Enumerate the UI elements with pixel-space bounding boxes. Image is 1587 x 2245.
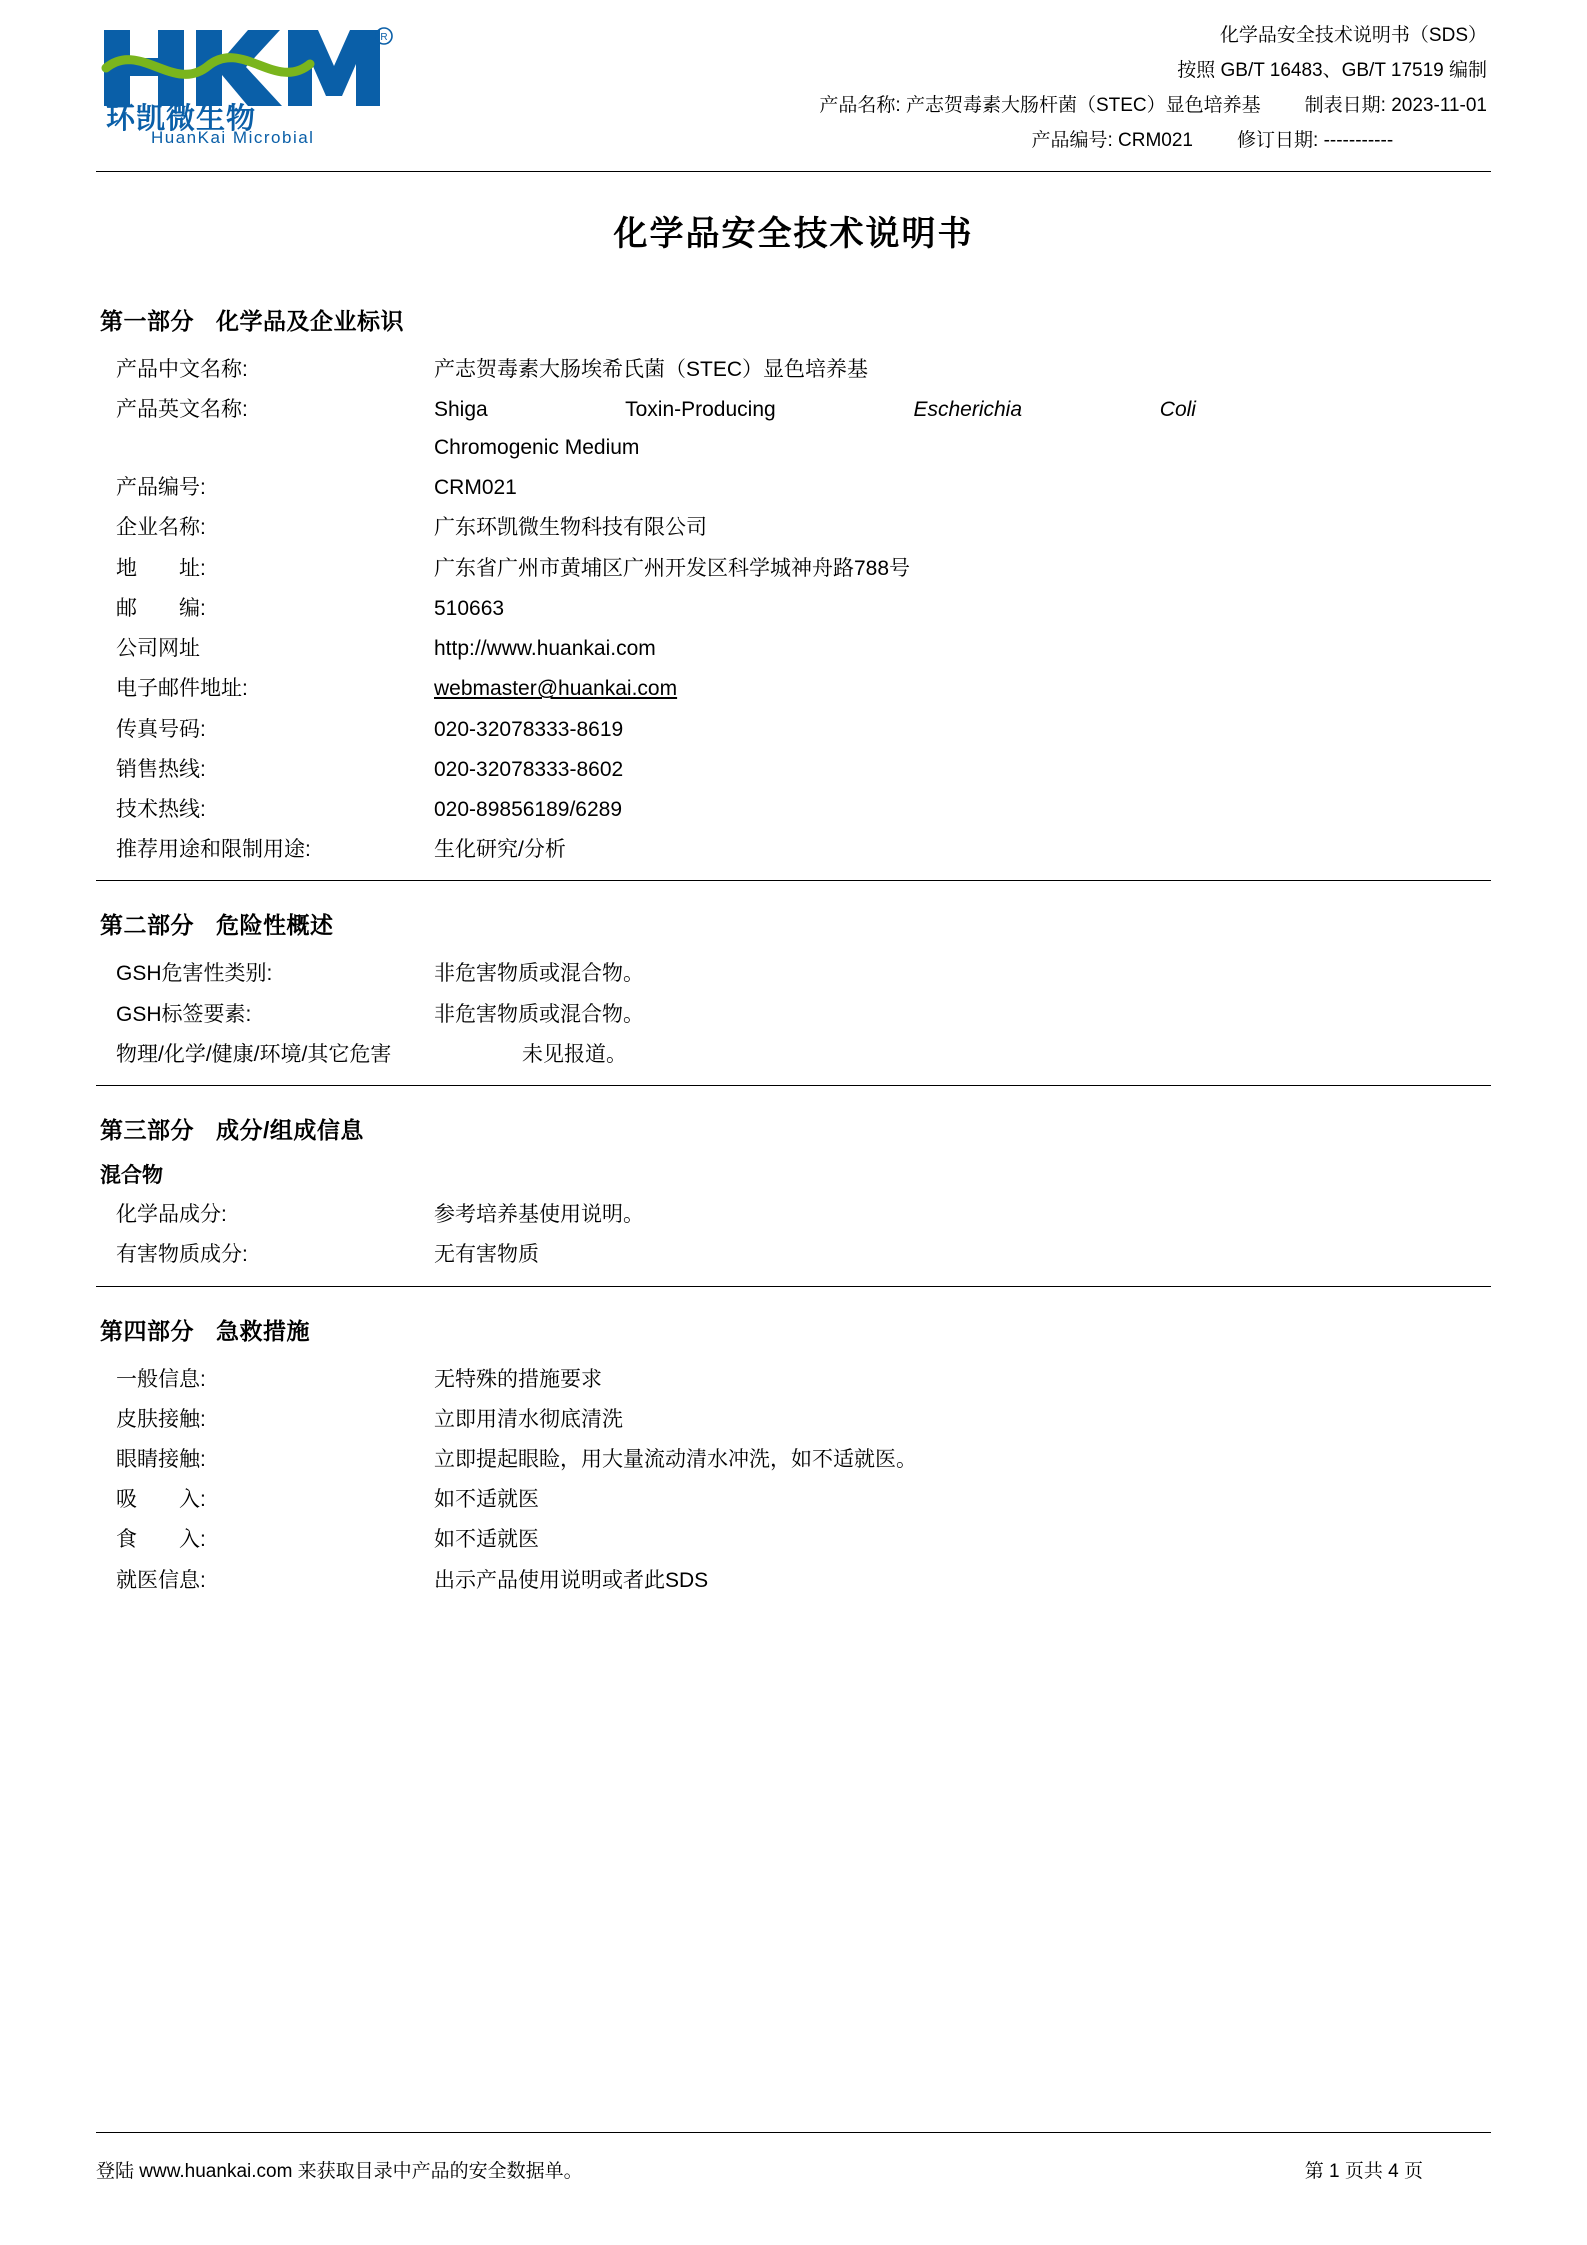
header-meta	[396, 18, 1491, 159]
value-gsh-label-elements: 非危害物质或混合物。	[434, 1002, 644, 1026]
value-ingestion: 如不适就医	[434, 1528, 539, 1552]
section-first-aid	[96, 1313, 1491, 1601]
row-product-cn-name	[96, 350, 1491, 390]
section-chemical-and-company	[96, 303, 1491, 871]
value-inhalation: 如不适就医	[434, 1488, 539, 1512]
section-4-title	[100, 1313, 1491, 1346]
row-product-code	[96, 468, 1491, 508]
label-gsh-hazard-class: GSH危害性类别:	[116, 962, 273, 986]
label-product-code: 产品编号:	[116, 476, 206, 500]
hkm-logo-icon	[96, 24, 396, 132]
value-company-name: 广东环凯微生物科技有限公司	[434, 516, 707, 540]
value-eye-contact: 立即提起眼睑，用大量流动清水冲洗，如不适就医。	[434, 1447, 917, 1471]
page-footer	[96, 2156, 1491, 2183]
header-revise-date-value: -----------	[1323, 130, 1394, 152]
value-chemical-components: 参考培养基使用说明。	[434, 1203, 644, 1227]
value-product-en-name	[428, 391, 1491, 467]
value-tech-hotline: 020-89856189/6289	[434, 797, 623, 821]
label-skin-contact: 皮肤接触:	[116, 1407, 206, 1431]
section-3-heading: 成分/组成信息	[216, 1117, 364, 1144]
row-postcode	[96, 589, 1491, 629]
footer-divider	[96, 2132, 1491, 2133]
website-url[interactable]: http://www.huankai.com	[434, 637, 656, 661]
section-2-title	[100, 907, 1491, 940]
section-hazards-summary	[96, 907, 1491, 1075]
section-1-title	[100, 303, 1491, 336]
section-2-heading: 危险性概述	[216, 912, 334, 939]
section-4-heading: 急救措施	[216, 1317, 310, 1344]
en-word-shiga: Shiga	[434, 397, 488, 421]
row-ingestion	[96, 1520, 1491, 1560]
value-sales-hotline: 020-32078333-8602	[434, 757, 624, 781]
row-other-hazards	[96, 1035, 1491, 1075]
header-product-name-label: 产品名称:	[819, 95, 901, 117]
value-address: 广东省广州市黄埔区广州开发区科学城神舟路788号	[434, 556, 911, 580]
en-word-escherichia: Escherichia	[913, 397, 1023, 421]
value-medical-info: 出示产品使用说明或者此SDS	[434, 1568, 709, 1592]
row-address	[96, 549, 1491, 589]
company-logo	[96, 18, 396, 148]
value-general-info: 无特殊的措施要求	[434, 1367, 602, 1391]
footer-note: 登陆 www.huankai.com 来获取目录中产品的安全数据单。	[96, 2161, 583, 2182]
row-chemical-components	[96, 1195, 1491, 1235]
header-divider	[96, 171, 1491, 172]
row-gsh-hazard-class	[96, 954, 1491, 994]
label-inhalation: 吸 入:	[116, 1488, 206, 1512]
section-1-index: 第一部分	[100, 307, 194, 334]
value-product-en-name-line1	[434, 391, 1196, 429]
value-product-en-name-line2: Chromogenic Medium	[434, 436, 640, 459]
section-3-index: 第三部分	[100, 1117, 194, 1144]
row-eye-contact	[96, 1440, 1491, 1480]
label-address: 地 址:	[116, 556, 206, 580]
svg-text:环凯微生物: 环凯微生物	[106, 103, 257, 132]
row-sales-hotline	[96, 750, 1491, 790]
label-website: 公司网址	[116, 637, 200, 661]
value-skin-contact: 立即用清水彻底清洗	[434, 1407, 623, 1431]
row-website	[96, 629, 1491, 669]
header-revise-date-label: 修订日期:	[1237, 130, 1319, 152]
label-ingestion: 食 入:	[116, 1528, 206, 1552]
row-company-name	[96, 508, 1491, 548]
header-doc-type: 化学品安全技术说明书（SDS）	[1219, 25, 1487, 46]
section-2-index: 第二部分	[100, 912, 194, 939]
label-product-cn-name: 产品中文名称:	[116, 357, 248, 381]
section-4-index: 第四部分	[100, 1317, 194, 1344]
label-general-info: 一般信息:	[116, 1367, 206, 1391]
email-link[interactable]: webmaster@huankai.com	[434, 677, 678, 701]
value-recommended-use: 生化研究/分析	[434, 838, 566, 862]
page-title: 化学品安全技术说明书	[613, 214, 974, 253]
en-word-toxin-producing: Toxin-Producing	[625, 397, 776, 421]
value-website	[428, 630, 1491, 668]
row-skin-contact	[96, 1400, 1491, 1440]
section-3-subtitle: 混合物	[100, 1164, 163, 1188]
page-header	[96, 0, 1491, 159]
section-1-divider	[96, 880, 1491, 881]
label-email: 电子邮件地址:	[116, 677, 248, 701]
header-product-code-value: CRM021	[1118, 130, 1193, 152]
row-fax	[96, 710, 1491, 750]
label-product-en-name: 产品英文名称:	[116, 397, 248, 421]
value-email	[428, 670, 1491, 708]
section-3-title	[100, 1112, 1491, 1145]
row-medical-info	[96, 1561, 1491, 1601]
header-product-code-label: 产品编号:	[1031, 130, 1113, 152]
row-general-info	[96, 1360, 1491, 1400]
header-made-date-label: 制表日期:	[1304, 95, 1386, 117]
label-postcode: 邮 编:	[116, 596, 206, 620]
row-product-en-name	[96, 390, 1491, 468]
label-gsh-label-elements: GSH标签要素:	[116, 1002, 252, 1026]
header-standard: 按照 GB/T 16483、GB/T 17519 编制	[1177, 60, 1487, 82]
section-3-divider	[96, 1286, 1491, 1287]
row-tech-hotline	[96, 790, 1491, 830]
label-eye-contact: 眼睛接触:	[116, 1447, 206, 1471]
logo-subtitle: HuanKai Microbial	[151, 128, 315, 147]
section-composition	[96, 1112, 1491, 1275]
value-product-code: CRM021	[434, 476, 517, 500]
label-hazardous-components: 有害物质成分:	[116, 1243, 248, 1267]
value-product-cn-name: 产志贺毒素大肠埃希氏菌（STEC）显色培养基	[434, 357, 869, 381]
header-made-date-value: 2023-11-01	[1391, 95, 1487, 117]
value-postcode: 510663	[434, 596, 505, 620]
footer-page-number: 第 1 页共 4 页	[1304, 2161, 1423, 2182]
label-medical-info: 就医信息:	[116, 1568, 206, 1592]
value-hazardous-components: 无有害物质	[434, 1243, 539, 1267]
row-recommended-use	[96, 830, 1491, 870]
label-company-name: 企业名称:	[116, 516, 206, 540]
value-other-hazards: 未见报道。	[522, 1042, 627, 1066]
row-gsh-label-elements	[96, 995, 1491, 1035]
section-1-heading: 化学品及企业标识	[216, 307, 404, 334]
value-fax: 020-32078333-8619	[434, 717, 624, 741]
label-recommended-use: 推荐用途和限制用途:	[116, 838, 311, 862]
row-email	[96, 669, 1491, 709]
header-product-line	[396, 88, 1487, 123]
row-hazardous-components	[96, 1235, 1491, 1275]
label-fax: 传真号码:	[116, 717, 206, 741]
label-tech-hotline: 技术热线:	[116, 797, 206, 821]
value-gsh-hazard-class: 非危害物质或混合物。	[434, 962, 644, 986]
label-sales-hotline: 销售热线:	[116, 757, 206, 781]
label-other-hazards: 物理/化学/健康/环境/其它危害	[116, 1042, 392, 1066]
header-code-line	[396, 123, 1487, 158]
label-chemical-components: 化学品成分:	[116, 1203, 227, 1227]
header-product-name-value: 产志贺毒素大肠杆菌（STEC）显色培养基	[905, 95, 1261, 117]
svg-text:R: R	[380, 32, 388, 43]
section-2-divider	[96, 1085, 1491, 1086]
row-inhalation	[96, 1480, 1491, 1520]
en-word-coli: Coli	[1159, 397, 1196, 421]
